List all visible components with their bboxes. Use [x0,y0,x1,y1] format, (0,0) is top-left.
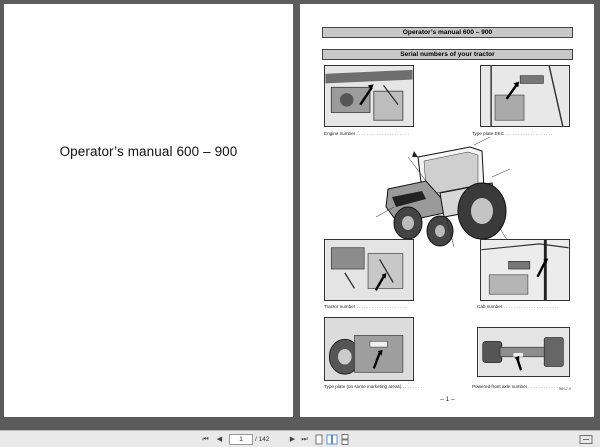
type-plate-eec-caption: Type plate EEC . . . . . . . . . . . . . . . . . . . [472,131,553,136]
page-number: – 1 – [440,396,455,403]
front-axle-caption: Powered front axle number . . . . . . . . . . . . . . [472,384,563,389]
last-page-icon[interactable]: ⏭ [301,436,308,443]
manual-page-1 [300,4,594,417]
first-page-icon[interactable]: ⏮ [202,436,209,443]
two-page-view-icon[interactable] [326,434,338,445]
type-plate-marketing-caption: Type plate (on some marketing areas) . . . . . . . . [324,384,422,389]
page-number-input[interactable] [229,434,253,445]
engine-photo [324,65,414,127]
front-axle-photo [477,327,570,377]
cover-title: Operator’s manual 600 – 900 [59,144,238,159]
continuous-view-icon[interactable] [340,434,350,445]
total-pages-label: / 142 [255,436,270,443]
manual-header-title: Operator’s manual 600 – 900 [322,27,573,38]
fit-page-icon[interactable] [578,434,594,445]
previous-page-icon[interactable]: ◀ [216,436,223,443]
cab-number-caption: Cab number . . . . . . . . . . . . . . . . . . . . . . [477,304,559,309]
type-plate-marketing-photo [324,317,414,381]
section-title: Serial numbers of your tractor [322,49,573,60]
engine-number-caption: Engine number . . . . . . . . . . . . . . . . . . . . . [324,131,409,136]
page-frame [322,27,573,403]
cover-page [4,4,293,417]
viewer-toolbar [0,430,600,447]
type-plate-eec-photo [480,65,570,127]
single-page-view-icon[interactable] [314,434,324,445]
tractor-illustration [374,137,514,247]
next-page-icon[interactable]: ▶ [289,436,296,443]
cab-number-photo [480,239,570,301]
figure-code: WH-7-9 [558,387,571,391]
tractor-number-photo [324,239,414,301]
tractor-number-caption: Tractor number . . . . . . . . . . . . . . . . . . . . [324,304,407,309]
